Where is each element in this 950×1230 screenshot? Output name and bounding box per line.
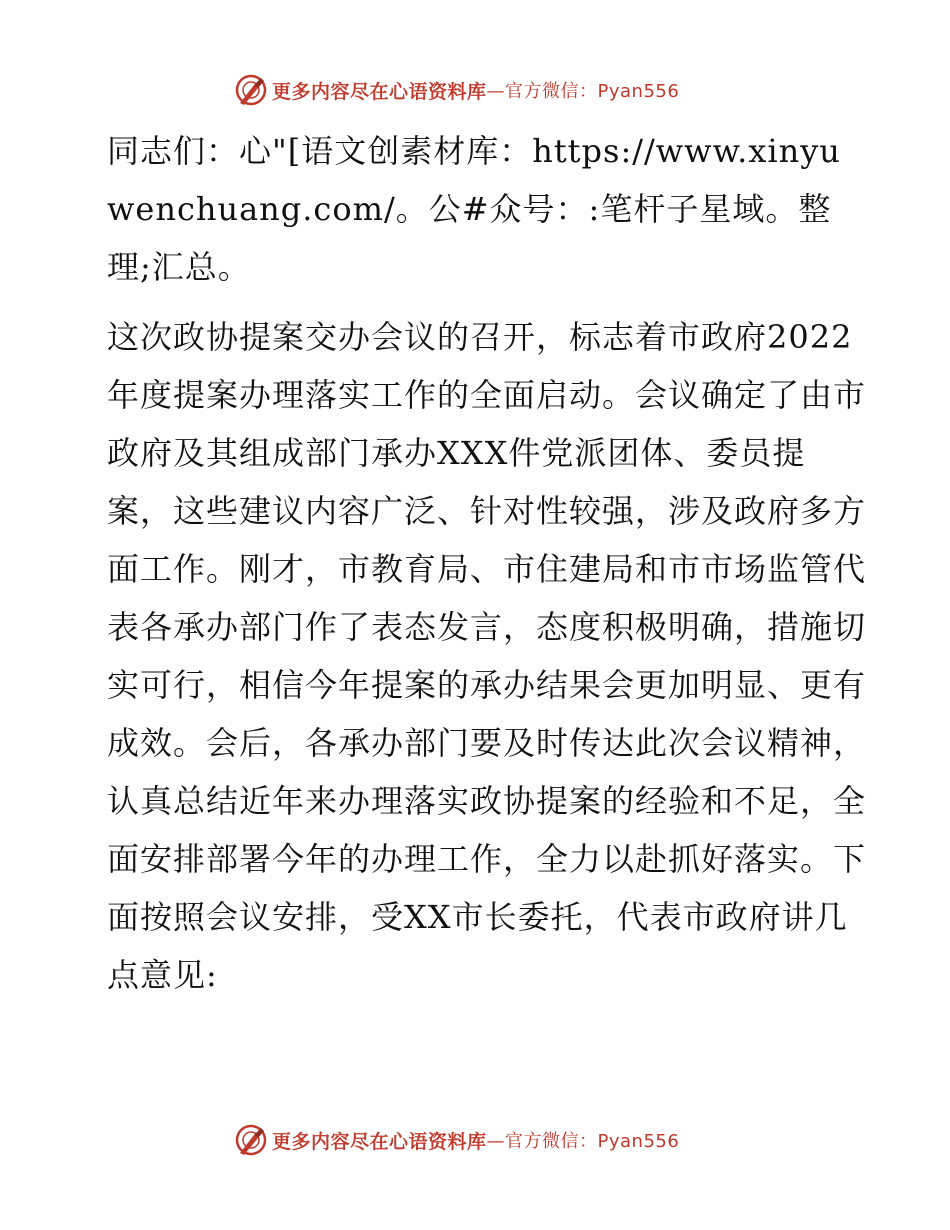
pen-logo-icon: [234, 73, 268, 107]
header-watermark: [234, 72, 679, 108]
watermark-brand-text: 更多内容尽在心语资料库: [272, 1130, 487, 1153]
watermark-contact-text: —官方微信：Pyan556: [486, 81, 680, 102]
pen-logo-icon: [234, 1123, 268, 1157]
watermark-contact-text: —官方微信：Pyan556: [486, 1131, 680, 1152]
greeting-paragraph: 同志们：心"[语文创素材库：https://www.xinyuwenchuang.com/。公#众号：:笔杆子星域。整理;汇总。: [107, 132, 841, 286]
footer-watermark: [234, 1122, 679, 1158]
watermark-brand-text: 更多内容尽在心语资料库: [272, 80, 487, 103]
body-paragraph: 这次政协提案交办会议的召开，标志着市政府2022年度提案办理落实工作的全面启动。会议确定了由市政府及其组成部门承办XXX件党派团体、委员提案，这些建议内容广泛、针对性较强，涉及政府多方面工作。刚才，市教育局、市住建局和市市场监管代表各承办部门作了表态发言，态度积极明确，措施切实可行，相信今年提案的承办结果会更加明显、更有成效。会后，各承办部门要及时传达此次会议精神，认真总结近年来办理落实政协提案的经验和不足，全面安排部署今年的办理工作，全力以赴抓好落实。下面按照会议安排，受XX市长委托，代表市政府讲几点意见:: [107, 318, 867, 994]
document-body: [97, 122, 867, 1004]
